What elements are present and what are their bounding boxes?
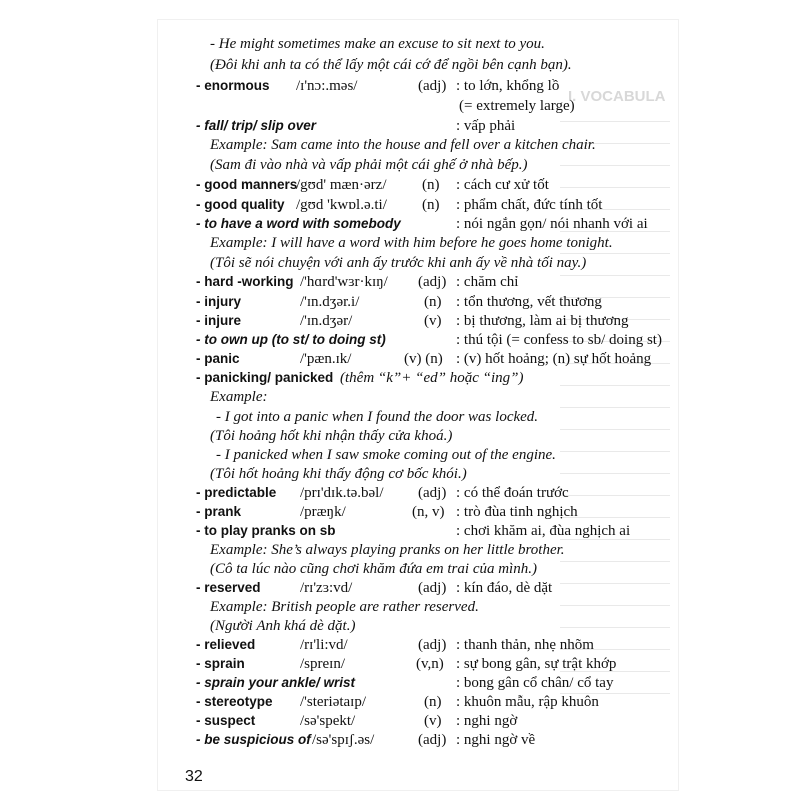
entry-term: - stereotype: [196, 694, 273, 709]
entry-pos: (v) (n): [404, 351, 443, 367]
entry-pos: (n): [424, 294, 442, 310]
example-translation: (Tôi sẽ nói chuyện với anh ấy trước khi anh ấy về nhà tối nay.): [210, 255, 587, 271]
vocab-entry-enormous: [0, 78, 805, 100]
entry-term: - be suspicious of: [196, 732, 311, 747]
entry-term: - predictable: [196, 485, 277, 500]
entry-ipa: /'steriətaɪp/: [300, 694, 367, 710]
entry-pos: (adj): [418, 637, 447, 653]
entry-note: (thêm “k”+ “ed” hoặc “ing”): [340, 370, 524, 386]
example-translation: (Cô ta lúc nào cũng chơi khăm đứa em trai của mình.): [210, 561, 537, 577]
entry-pos: (adj): [418, 732, 447, 748]
entry-term: - fall/ trip/ slip over: [196, 118, 317, 133]
entry-term: - injury: [196, 294, 242, 309]
entry-ipa: /sə'spɪʃ.əs/: [312, 732, 375, 748]
example-sentence: - I got into a panic when I found the door was locked.: [216, 409, 539, 425]
entry-pos: (adj): [418, 580, 447, 596]
example-translation: (Tôi hoảng hốt khi nhận thấy cửa khoá.): [210, 428, 453, 444]
entry-pos: (v): [424, 713, 442, 729]
entry-ipa: /spreɪn/: [300, 656, 345, 672]
entry-definition: (= extremely large): [459, 98, 575, 114]
entry-term: - reserved: [196, 580, 261, 595]
entry-term: - prank: [196, 504, 242, 519]
bleed-through-heading: I. VOCABULA: [568, 88, 666, 105]
vocab-entry-suspicious: [0, 732, 805, 754]
entry-definition: : nghi ngờ về: [456, 732, 536, 748]
entry-pos: (v): [424, 313, 442, 329]
entry-term: - panicking/ panicked: [196, 370, 334, 385]
example-sentence: - He might sometimes make an excuse to sit next to you.: [210, 36, 545, 52]
vocab-entry-note: [0, 98, 805, 120]
example-label: Example:: [210, 389, 268, 405]
entry-ipa: /'ɪn.dʒər/: [300, 313, 353, 329]
example-translation: (Sam đi vào nhà và vấp phải một cái ghế ở nhà bếp.): [210, 157, 528, 173]
entry-ipa: /rɪ'zɜ:vd/: [300, 580, 353, 596]
entry-definition: : sự bong gân, sự trật khớp: [456, 656, 617, 672]
entry-term: - hard -working: [196, 274, 294, 289]
example-sentence: Example: Sam came into the house and fell over a kitchen chair.: [210, 137, 596, 153]
entry-definition: : khuôn mẫu, rập khuôn: [456, 694, 599, 710]
entry-definition: : (v) hốt hoảng; (n) sự hốt hoảng: [456, 351, 652, 367]
entry-ipa: /'ɪn.dʒər.i/: [300, 294, 360, 310]
page-number: 32: [185, 768, 203, 785]
entry-definition: : thanh thản, nhẹ nhõm: [456, 637, 594, 653]
example-translation: (Tôi hốt hoảng khi thấy động cơ bốc khói.): [210, 466, 467, 482]
example-translation: (Người Anh khá dè dặt.): [210, 618, 356, 634]
entry-ipa: /'hɑrd'wɜr·kɪŋ/: [300, 274, 388, 290]
example-sentence: Example: I will have a word with him before he goes home tonight.: [210, 235, 613, 251]
entry-ipa: /gʊd 'kwɒl.ə.ti/: [296, 197, 387, 213]
entry-definition: : cách cư xử tốt: [456, 177, 549, 193]
entry-term: - to own up (to st/ to doing st): [196, 332, 386, 347]
entry-definition: : bong gân cổ chân/ cổ tay: [456, 675, 614, 691]
entry-definition: : trò đùa tinh nghịch: [456, 504, 578, 520]
vocab-entry-panicking: [0, 370, 805, 392]
entry-ipa: /præŋk/: [300, 504, 346, 520]
entry-definition: : to lớn, khổng lồ: [456, 78, 560, 94]
vocab-entry-hard-working: [0, 274, 805, 296]
entry-definition: : bị thương, làm ai bị thương: [456, 313, 629, 329]
entry-definition: : thú tội (= confess to sb/ doing st): [456, 332, 662, 348]
entry-ipa: /gʊd' mæn·ərz/: [296, 177, 387, 193]
entry-term: - injure: [196, 313, 242, 328]
entry-pos: (v,n): [416, 656, 444, 672]
entry-ipa: /'pæn.ɪk/: [300, 351, 352, 367]
entry-term: - to play pranks on sb: [196, 523, 336, 538]
entry-definition: : chơi khăm ai, đùa nghịch ai: [456, 523, 631, 539]
entry-term: - enormous: [196, 78, 270, 93]
entry-pos: (n): [424, 694, 442, 710]
entry-definition: : chăm chỉ: [456, 274, 519, 290]
entry-pos: (n, v): [412, 504, 445, 520]
entry-term: - relieved: [196, 637, 256, 652]
entry-pos: (adj): [418, 78, 447, 94]
entry-ipa: /ɪ'nɔ:.məs/: [296, 78, 358, 94]
example-sentence: Example: She’s always playing pranks on her little brother.: [210, 542, 565, 558]
entry-term: - sprain: [196, 656, 245, 671]
entry-pos: (n): [422, 197, 440, 213]
example-sentence: - I panicked when I saw smoke coming out of the engine.: [216, 447, 556, 463]
entry-term: - good manners: [196, 177, 298, 192]
entry-definition: : nói ngắn gọn/ nói nhanh với ai: [456, 216, 648, 232]
entry-definition: : nghi ngờ: [456, 713, 518, 729]
entry-definition: : có thể đoán trước: [456, 485, 569, 501]
entry-pos: (adj): [418, 485, 447, 501]
entry-term: - sprain your ankle/ wrist: [196, 675, 356, 690]
entry-term: - suspect: [196, 713, 256, 728]
entry-pos: (n): [422, 177, 440, 193]
entry-definition: : phẩm chất, đức tính tốt: [456, 197, 603, 213]
entry-ipa: /prɪ'dɪk.tə.bəl/: [300, 485, 384, 501]
entry-ipa: /sə'spekt/: [300, 713, 356, 729]
vocab-entry-good-manners: [0, 177, 805, 199]
example-sentence: Example: British people are rather reserved.: [210, 599, 479, 615]
entry-term: - panic: [196, 351, 240, 366]
entry-pos: (adj): [418, 274, 447, 290]
entry-definition: : kín đáo, dè dặt: [456, 580, 553, 596]
entry-definition: : tổn thương, vết thương: [456, 294, 602, 310]
example-translation: (Đôi khi anh ta có thể lấy một cái cớ để ngồi bên cạnh bạn).: [210, 57, 572, 73]
entry-term: - good quality: [196, 197, 285, 212]
entry-ipa: /rɪ'li:vd/: [300, 637, 348, 653]
entry-definition: : vấp phải: [456, 118, 516, 134]
entry-term: - to have a word with somebody: [196, 216, 401, 231]
